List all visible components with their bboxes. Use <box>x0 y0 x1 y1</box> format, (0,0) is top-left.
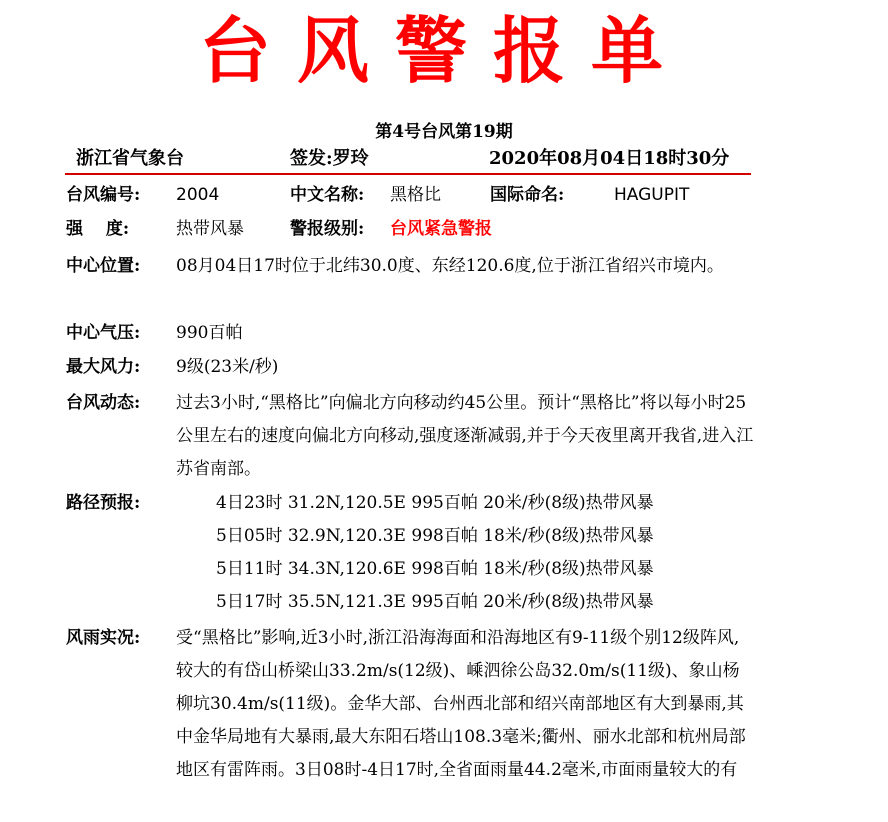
issuing-agency: 浙江省气象台 <box>76 148 184 169</box>
header-divider <box>65 173 751 175</box>
warning-level: 台风紧急警报 <box>390 219 492 239</box>
intensity-label: 强 度: <box>66 219 130 239</box>
typhoon-number-label: 台风编号: <box>66 185 141 205</box>
typhoon-number: 2004 <box>176 185 220 205</box>
observations-label: 风雨实况: <box>66 628 141 648</box>
max-wind-label: 最大风力: <box>66 357 141 377</box>
signer: 签发:罗玲 <box>290 148 369 169</box>
international-name-label: 国际命名: <box>490 185 565 205</box>
forecast-line: 5日17时 35.5N,121.3E 995百帕 20米/秒(8级)热带风暴 <box>216 592 654 612</box>
typhoon-trend-label: 台风动态: <box>66 393 141 413</box>
forecast-line: 5日05时 32.9N,120.3E 998百帕 18米/秒(8级)热带风暴 <box>216 526 654 546</box>
issue-number: 第4号台风第19期 <box>375 122 513 142</box>
forecast-line: 4日23时 31.2N,120.5E 995百帕 20米/秒(8级)热带风暴 <box>216 493 654 513</box>
issue-time: 2020年08月04日18时30分 <box>489 148 730 169</box>
track-forecast-section <box>66 487 766 627</box>
international-name: HAGUPIT <box>614 185 690 205</box>
warning-level-label: 警报级别: <box>290 219 365 239</box>
document-title: 台风警报单 <box>198 8 689 93</box>
intensity: 热带风暴 <box>176 219 244 239</box>
observations: 受“黑格比”影响,近3小时,浙江沿海海面和沿海地区有9-11级个别12级阵风,较大的有岱山桥梁山33.2m/s(12级)、嵊泗徐公岛32.0m/s(11级)、象山杨柳坑30.4m/s(11级)。金华大部、台州西北部和绍兴南部地区有大到暴雨,其中金华局地有大暴雨,最大东阳石塔山108.3毫米;衢州、丽水北部和杭州局部地区有雷阵雨。3日08时-4日17时,全省面雨量44.2毫米,市面雨量较大的有 <box>176 628 746 780</box>
max-wind: 9级(23米/秒) <box>176 357 279 377</box>
chinese-name-label: 中文名称: <box>290 185 365 205</box>
pressure: 990百帕 <box>176 323 243 343</box>
forecast-line: 5日11时 34.3N,120.6E 998百帕 18米/秒(8级)热带风暴 <box>216 559 654 579</box>
center-position-label: 中心位置: <box>66 256 141 276</box>
pressure-label: 中心气压: <box>66 323 141 343</box>
chinese-name: 黑格比 <box>390 185 441 205</box>
track-forecast-label: 路径预报: <box>66 493 141 513</box>
typhoon-trend: 过去3小时,“黑格比”向偏北方向移动约45公里。预计“黑格比”将以每小时25公里左右的速度向偏北方向移动,强度逐渐减弱,并于今天夜里离开我省,进入江苏省南部。 <box>176 393 754 479</box>
center-position: 08月04日17时位于北纬30.0度、东经120.6度,位于浙江省绍兴市境内。 <box>176 256 724 276</box>
